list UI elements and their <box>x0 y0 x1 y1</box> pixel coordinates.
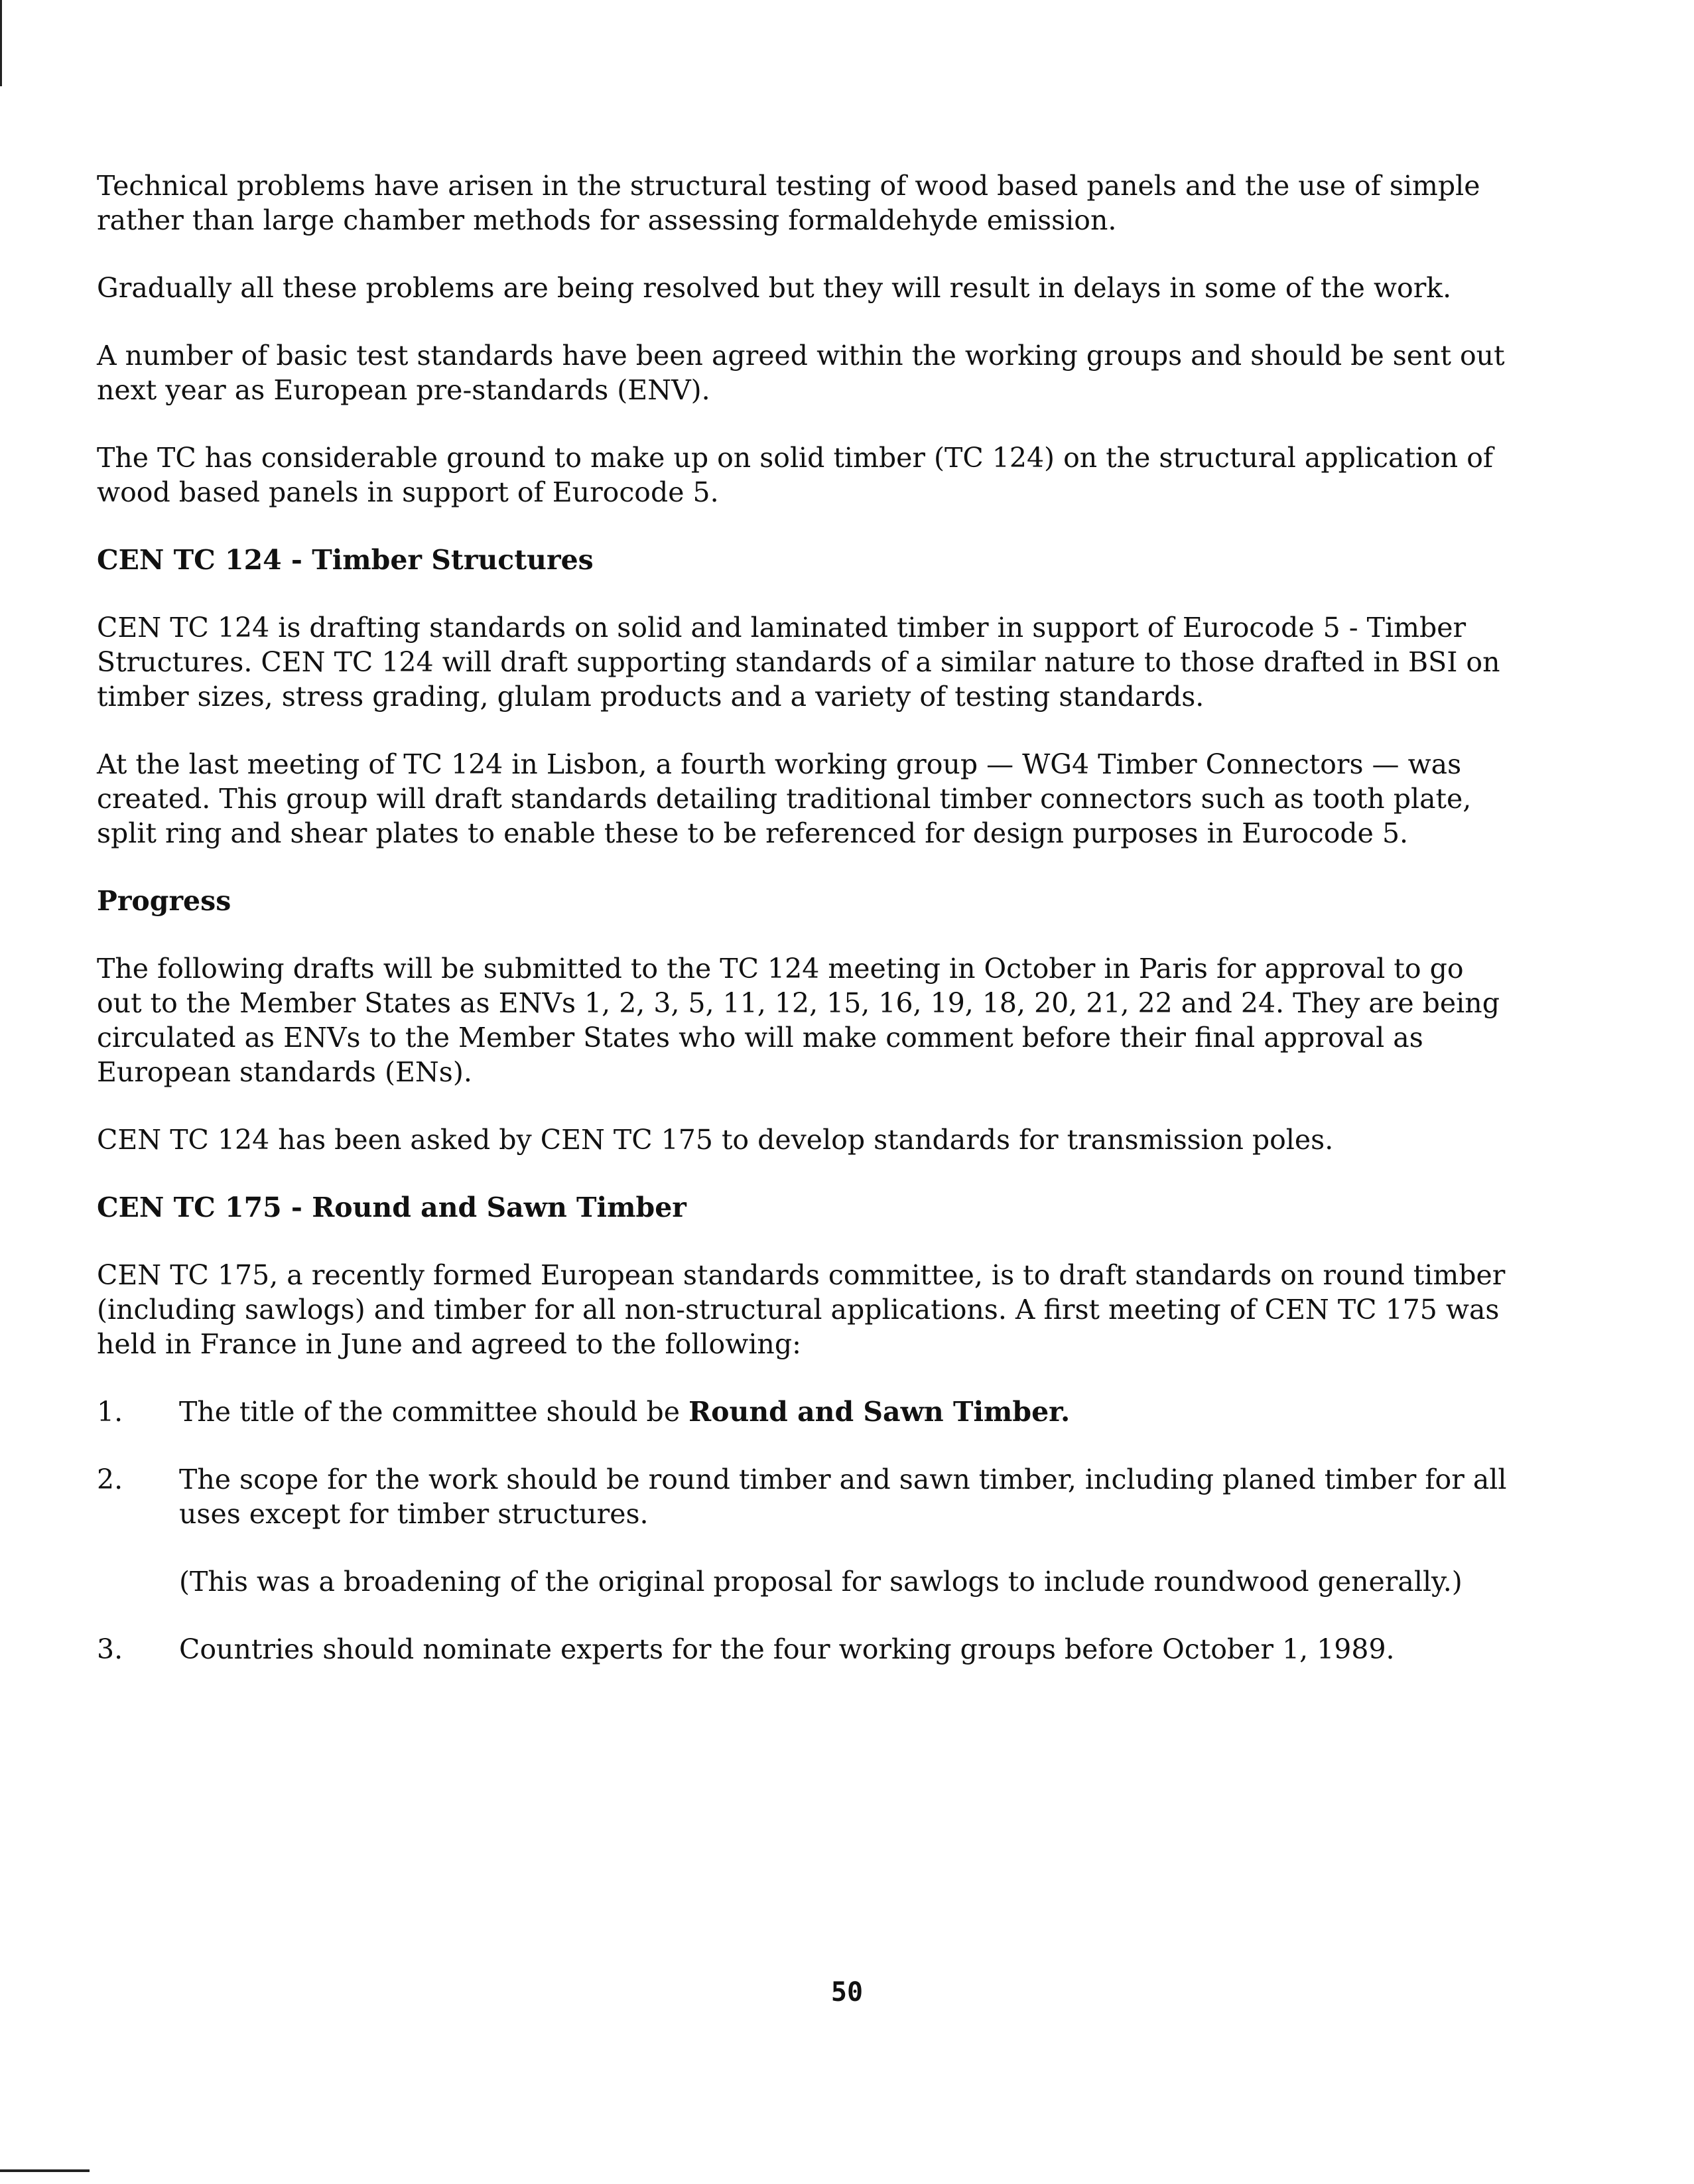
section-heading-progress: Progress <box>97 885 231 917</box>
scan-edge-mark <box>0 0 2 86</box>
paragraph: Technical problems have arisen in the structural testing of wood based panels and the use of simple rather than large chamber methods for assessing formaldehyde emission. <box>97 170 1480 236</box>
list-item <box>97 1462 1516 1599</box>
committee-title: Round and Sawn Timber. <box>688 1396 1071 1428</box>
list-body <box>179 1632 1516 1667</box>
section-heading-tc175 <box>97 1190 1516 1225</box>
heading-title: Round and Sawn Timber <box>312 1192 686 1223</box>
paragraph: The TC has considerable ground to make up on solid timber (TC 124) on the structural application of wood based panels in support of Eurocode 5. <box>97 442 1494 508</box>
list-text: Countries should nominate experts for the four working groups before October 1, 1989. <box>179 1633 1395 1665</box>
paragraph: The following drafts will be submitted to the TC 124 meeting in October in Paris for approval to go out to the Member States as ENVs 1, 2, 3, 5, 11, 12, 15, 16, 19, 18, 20, 21, 22 and 24. They are being circulated as ENVs to the Member States who will make comment before their final approval as European standards (ENs). <box>97 953 1500 1088</box>
heading-prefix: CEN TC 175 - <box>97 1192 312 1223</box>
section-heading-tc124 <box>97 543 1516 577</box>
paragraph: CEN TC 124 has been asked by CEN TC 175 to develop standards for transmission poles. <box>97 1124 1334 1156</box>
list-item <box>97 1632 1516 1667</box>
scan-edge-mark-bottom <box>0 2169 90 2172</box>
document-body <box>97 169 1516 1700</box>
paragraph: Gradually all these problems are being resolved but they will result in delays in some of the work. <box>97 272 1452 304</box>
list-body <box>179 1395 1516 1429</box>
paragraph: A number of basic test standards have been agreed within the working groups and should be sent out next year as European pre-standards (ENV). <box>97 340 1505 406</box>
paragraph: CEN TC 124 is drafting standards on solid and laminated timber in support of Eurocode 5 - Timber Structures. CEN TC 124 will draft supporting standards of a similar nature to those drafted in BSI on timber sizes, stress grading, glulam products and a variety of testing standards. <box>97 612 1500 713</box>
list-text: The scope for the work should be round timber and sawn timber, including planed timber for all uses except for timber structures. <box>179 1464 1507 1530</box>
page-number: 50 <box>830 1977 864 2008</box>
heading-prefix: CEN TC 124 - <box>97 544 312 576</box>
list-number: 2. <box>97 1464 123 1495</box>
list-text: The title of the committee should be <box>179 1396 689 1428</box>
list-note: (This was a broadening of the original proposal for sawlogs to include roundwood generally.) <box>179 1566 1463 1598</box>
list-item <box>97 1395 1516 1429</box>
paragraph: CEN TC 175, a recently formed European standards committee, is to draft standards on round timber (including sawlogs) and timber for all non-structural applications. A first meeting of CEN TC 175 was held in France in June and agreed to the following: <box>97 1259 1506 1360</box>
list-body <box>179 1462 1516 1599</box>
list-number: 1. <box>97 1396 123 1428</box>
list-number: 3. <box>97 1633 123 1665</box>
heading-title: Timber Structures <box>312 544 594 576</box>
paragraph: At the last meeting of TC 124 in Lisbon, a fourth working group — WG4 Timber Connectors — was created. This group will draft standards detailing traditional timber connectors such as tooth plate, split ring and shear plates to enable these to be referenced for design purposes in Eurocode 5. <box>97 748 1472 849</box>
